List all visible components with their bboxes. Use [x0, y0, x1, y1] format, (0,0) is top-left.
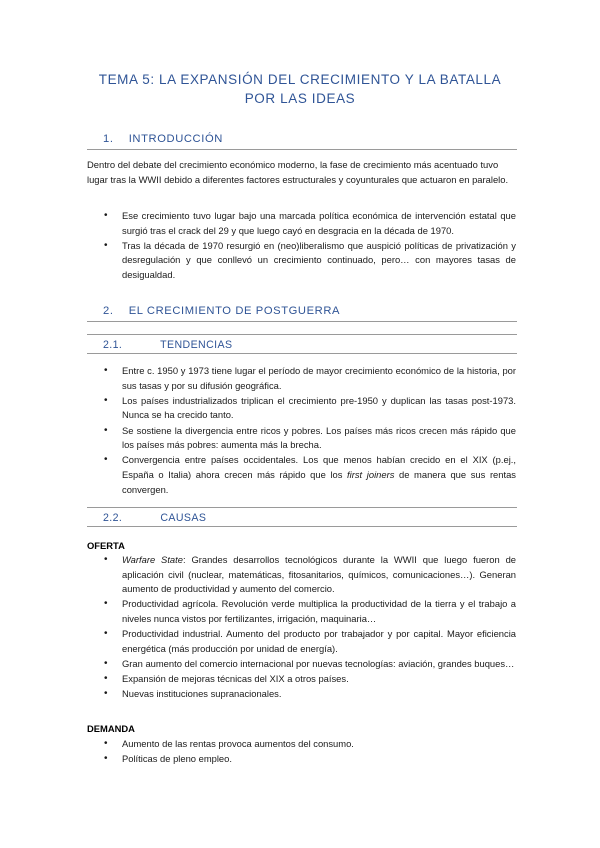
supply-bullet-list — [104, 553, 516, 703]
list-item: • Productividad industrial. Aumento del producto por trabajador y por capital. Mayor eficiencia energética (más producción por unidad de energía). — [104, 627, 516, 656]
subsection-number: 2.2. — [103, 512, 123, 524]
list-item: • Se sostiene la divergencia entre ricos y pobres. Los países más ricos crecen más rápido que los países más pobres: aumenta más la brecha. — [104, 424, 516, 453]
list-item — [104, 553, 516, 597]
list-item: • Nuevas instituciones supranacionales. — [104, 687, 516, 702]
convergence-text-after: de manera que sus rentas convergen. — [122, 468, 516, 495]
list-item: • Aumento de las rentas provoca aumentos del consumo. — [104, 737, 516, 752]
subsection-title: TENDENCIAS — [160, 339, 233, 351]
section-heading-crecimiento-postguerra — [87, 305, 517, 322]
demand-bullet-list — [104, 737, 516, 767]
list-item: • Tras la década de 1970 resurgió en (neo)liberalismo que auspició políticas de privatización y desregulación y que conllevó un crecimiento continuado, pero… con mayores tasas de desigualdad. — [104, 239, 516, 283]
subsection-title: CAUSAS — [160, 512, 207, 524]
subsection-heading-causas — [87, 507, 517, 527]
subsection-number: 2.1. — [103, 339, 123, 351]
section-heading-introduccion — [87, 133, 517, 150]
list-item: • Los países industrializados triplican el crecimiento pre-1950 y duplican las tasas post-1973. Nunca se ha crecido tanto. — [104, 394, 516, 423]
subsection-heading-tendencias — [87, 334, 517, 354]
section-title: EL CRECIMIENTO DE POSTGUERRA — [128, 305, 341, 317]
list-item: • Gran aumento del comercio internacional por nuevas tecnologías: aviación, grandes buques… — [104, 657, 516, 672]
section-number: 2. — [103, 305, 114, 317]
list-item: • Políticas de pleno empleo. — [104, 752, 516, 767]
intro-bullet-list — [104, 209, 516, 283]
intro-paragraph: Dentro del debate del crecimiento económico moderno, la fase de crecimiento más acentuado tuvo lugar tras la WWII debido a diferentes factores estructurales y coyunturales que actuaron en paralelo. — [87, 159, 509, 185]
list-item: • Entre c. 1950 y 1973 tiene lugar el período de mayor crecimiento económico de la historia, por sus tasas y por su difusión geográfica. — [104, 364, 516, 393]
convergence-text-before: Convergencia entre países occidentales. Los que menos habían crecido en el XIX (p.ej., España o Italia) ahora crecen más rápido que los — [122, 454, 516, 480]
demand-label: DEMANDA — [87, 723, 135, 734]
list-item: • Expansión de mejoras técnicas del XIX a otros países. — [104, 672, 516, 687]
list-item: • Productividad agrícola. Revolución verde multiplica la productividad de la tierra y el trabajo a niveles nunca vistos por fertilizantes, irrigación, maquinaria… — [104, 597, 516, 626]
supply-label: OFERTA — [87, 540, 125, 551]
list-item: • Ese crecimiento tuvo lugar bajo una marcada política económica de intervención estatal que surgió tras el crack del 29 y que luego cayó en desgracia en la década de 1970. — [104, 209, 516, 238]
warfare-text: : Grandes desarrollos tecnológicos durante la WWII que luego fueron de aplicación civil (nuclear, matemáticas, fitosanitarios, químicos, comunicaciones…). Generan aumento de productividad y aumento del comercio. — [122, 554, 516, 595]
section-title: INTRODUCCIÓN — [128, 133, 223, 145]
trends-bullet-list — [104, 364, 516, 498]
list-item — [104, 453, 516, 497]
document-title: TEMA 5: LA EXPANSIÓN DEL CRECIMIENTO Y LA BATALLA POR LAS IDEAS — [98, 72, 502, 106]
convergence-emphasis: first joiners — [347, 468, 395, 480]
section-number: 1. — [103, 133, 114, 145]
warfare-emphasis: Warfare State — [122, 554, 183, 565]
